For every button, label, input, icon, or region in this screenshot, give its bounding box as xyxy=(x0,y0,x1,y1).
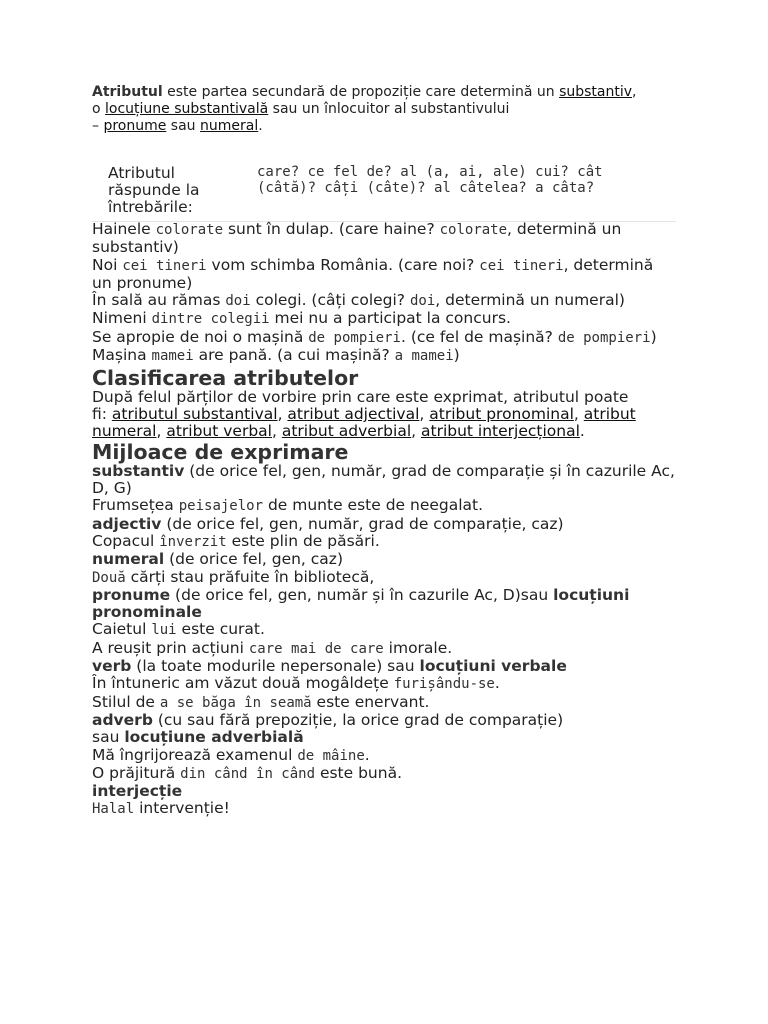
attribute-word: a mamei xyxy=(394,348,454,365)
definition-text: – xyxy=(92,118,104,134)
means-item-numeral xyxy=(92,551,692,568)
definition-paragraph xyxy=(92,84,692,135)
part-of-speech-description: (la toate modurile nepersonale) sau xyxy=(131,657,420,676)
sentence-text: Noi xyxy=(92,255,123,274)
attribute-word: doi xyxy=(225,293,251,310)
attribute-word: mamei xyxy=(151,348,194,365)
sentence-text: . (ce fel de mașină? xyxy=(400,327,558,346)
part-of-speech-description: (de orice fel, gen, număr, grad de comparație și în cazurile Ac, xyxy=(184,461,675,480)
example-sentence xyxy=(92,694,692,712)
sentence-text: un pronume) xyxy=(92,273,193,292)
sentence-text: Mă îngrijorează examenul xyxy=(92,745,298,764)
part-of-speech-description: (de orice fel, gen, număr, grad de comparație, caz) xyxy=(161,514,564,533)
attribute-word: din când în când xyxy=(180,765,316,782)
definition-text: sau un înlocuitor al substantivului xyxy=(268,101,510,117)
means-item-interjectie xyxy=(92,783,692,800)
sentence-text: de munte este de neegalat. xyxy=(263,496,484,515)
separator: , xyxy=(411,422,421,441)
sentence-text: este enervant. xyxy=(311,692,430,711)
link-atribut-numeral[interactable]: atribut numeral xyxy=(92,405,636,441)
definition-text: o xyxy=(92,101,106,117)
separator: , xyxy=(573,405,584,424)
attribute-word: care mai de care xyxy=(248,640,384,657)
definition-line xyxy=(92,84,692,101)
part-of-speech-term: locuțiuni pronominale xyxy=(92,585,630,622)
means-list xyxy=(92,463,692,819)
link-substantiv[interactable]: substantiv xyxy=(559,84,633,100)
sentence-text: , determină xyxy=(563,255,654,274)
part-of-speech-term: adjectiv xyxy=(92,514,162,533)
section-heading-means: Mijloace de exprimare xyxy=(92,439,349,464)
means-item-pronume xyxy=(92,587,692,622)
example-sentence xyxy=(92,347,692,365)
sentence-text: Copacul xyxy=(92,531,160,550)
link-pronume[interactable]: pronume xyxy=(103,118,167,134)
defined-term: Atributul xyxy=(92,84,163,100)
link-atribut-interjectional[interactable]: atribut interjecțional xyxy=(421,422,580,441)
sentence-text: În sală au rămas xyxy=(92,291,226,310)
example-sentence xyxy=(92,621,692,639)
definition-text: sau xyxy=(166,118,201,134)
example-sentence xyxy=(92,292,692,310)
sentence-text: Nimeni xyxy=(92,309,152,328)
part-of-speech-term: pronume xyxy=(92,585,171,604)
sentence-text: imorale. xyxy=(383,638,453,657)
part-of-speech-term: locuțiuni verbale xyxy=(419,657,567,676)
attribute-word: de pompieri xyxy=(308,329,401,346)
means-item-adverb xyxy=(92,712,692,747)
sentence-text: este plin de păsări. xyxy=(226,531,380,550)
section-heading-classification: Clasificarea atributelor xyxy=(92,365,359,390)
link-atribut-adverbial[interactable]: atribut adverbial xyxy=(281,422,412,441)
attribute-word: colorate xyxy=(439,222,508,238)
separator: , xyxy=(419,405,430,424)
part-of-speech-description: (de orice fel, gen, caz) xyxy=(164,550,343,569)
part-of-speech-description: D, G) xyxy=(92,479,132,498)
questions-list: care? ce fel de? al (a, ai, ale) cui? cât (câtă)? câți (câte)? al câtelea? a câta? xyxy=(257,164,603,196)
attribute-word: înverzit xyxy=(159,533,227,550)
example-sentence xyxy=(92,329,692,347)
sentence-text: , determină un xyxy=(507,220,622,238)
separator: , xyxy=(277,405,288,424)
sentence-text: cărți stau prăfuite în bibliotecă, xyxy=(125,567,375,586)
sentence-text: este curat. xyxy=(176,620,265,639)
paragraph-text: fi: xyxy=(92,405,112,424)
sentence-text: este bună. xyxy=(315,763,403,782)
link-atribut-pronominal[interactable]: atribut pronominal xyxy=(429,405,574,424)
link-atributul-substantival[interactable]: atributul substantival xyxy=(111,405,278,424)
link-numeral[interactable]: numeral xyxy=(200,118,259,134)
example-sentence xyxy=(92,800,692,818)
example-sentence xyxy=(92,640,692,658)
means-item-substantiv xyxy=(92,463,692,498)
sentence-text: Stilul de xyxy=(92,692,160,711)
sentence-text: , determină un numeral) xyxy=(435,291,625,310)
separator: , xyxy=(156,422,167,441)
part-of-speech-term: verb xyxy=(92,657,132,676)
part-of-speech-description: (de orice fel, gen, număr și în cazurile Ac, D)sau xyxy=(170,585,554,604)
example-sentence xyxy=(92,765,692,783)
link-atribut-adjectival[interactable]: atribut adjectival xyxy=(287,405,420,424)
part-of-speech-term: substantiv xyxy=(92,461,185,480)
means-item-adjectiv xyxy=(92,516,692,533)
part-of-speech-description: sau xyxy=(92,728,125,747)
attribute-word: colorate xyxy=(155,222,224,238)
sentence-text: O prăjitură xyxy=(92,763,181,782)
example-sentence xyxy=(92,257,692,293)
sentence-text: . xyxy=(364,745,370,764)
sentence-text: Hainele xyxy=(92,220,156,238)
examples-list xyxy=(92,221,692,365)
attribute-word: Halal xyxy=(92,801,135,818)
means-item-verb xyxy=(92,658,692,675)
definition-text: este partea secundară de propoziție care determină un xyxy=(162,84,560,100)
sentence-text: Frumsețea xyxy=(92,496,179,515)
sentence-text: . xyxy=(494,674,500,693)
attribute-word: dintre colegii xyxy=(151,311,270,328)
sentence-text: Se apropie de noi o mașină xyxy=(92,327,309,346)
attribute-word: lui xyxy=(151,622,177,639)
questions-label: Atributul răspunde la întrebările: xyxy=(108,164,200,216)
definition-line xyxy=(92,101,692,118)
part-of-speech-description: (cu sau fără prepoziție, la orice grad de comparație) xyxy=(152,710,564,729)
sentence-text: substantiv) xyxy=(92,238,179,257)
example-sentence xyxy=(92,310,692,328)
paragraph-text: După felul părților de vorbire prin care este exprimat, atributul poate xyxy=(92,387,629,406)
sentence-text: Caietul xyxy=(92,620,152,639)
paragraph-text: . xyxy=(579,422,585,441)
definition-text: . xyxy=(258,118,263,134)
classification-paragraph xyxy=(92,389,692,441)
sentence-text: intervenție! xyxy=(134,799,230,818)
sentence-text: ) xyxy=(453,346,460,365)
definition-line xyxy=(92,118,692,135)
example-sentence xyxy=(92,497,692,515)
sentence-text: A reușit prin acțiuni xyxy=(92,638,249,657)
attribute-word: de pompieri xyxy=(557,329,651,346)
attribute-word: peisajelor xyxy=(178,498,264,515)
attribute-word: de mâine xyxy=(297,747,365,764)
part-of-speech-term: adverb xyxy=(92,710,153,729)
attribute-word: furișându-se xyxy=(393,676,495,693)
document-page xyxy=(92,84,692,819)
example-sentence xyxy=(92,675,692,693)
part-of-speech-term: locuțiune adverbială xyxy=(124,728,304,747)
sentence-text: Mașina xyxy=(92,346,152,365)
part-of-speech-term: numeral xyxy=(92,550,165,569)
example-sentence xyxy=(92,221,692,257)
attribute-word: cei tineri xyxy=(122,257,207,274)
definition-text: , xyxy=(632,84,637,100)
example-sentence xyxy=(92,569,692,587)
attribute-word: Două xyxy=(92,569,126,586)
example-sentence xyxy=(92,533,692,551)
attribute-word: doi xyxy=(409,293,436,310)
sentence-text: are pană. (a cui mașină? xyxy=(193,346,395,365)
questions-table xyxy=(92,164,676,222)
sentence-text: colegi. (câți colegi? xyxy=(250,291,410,310)
sentence-text: mei nu a participat la concurs. xyxy=(269,309,511,328)
part-of-speech-term: interjecție xyxy=(92,782,183,801)
attribute-word: a se băga în seamă xyxy=(159,694,312,711)
sentence-text: sunt în dulap. (care haine? xyxy=(223,220,440,238)
attribute-word: cei tineri xyxy=(479,257,564,274)
sentence-text: vom schimba România. (care noi? xyxy=(206,255,480,274)
link-atribut-verbal[interactable]: atribut verbal xyxy=(166,422,272,441)
sentence-text: ) xyxy=(650,327,657,346)
separator: , xyxy=(271,422,282,441)
example-sentence xyxy=(92,747,692,765)
sentence-text: În întuneric am văzut două mogâldețe xyxy=(92,674,394,693)
link-locutiune-substantivala[interactable]: locuțiune substantivală xyxy=(105,101,269,117)
